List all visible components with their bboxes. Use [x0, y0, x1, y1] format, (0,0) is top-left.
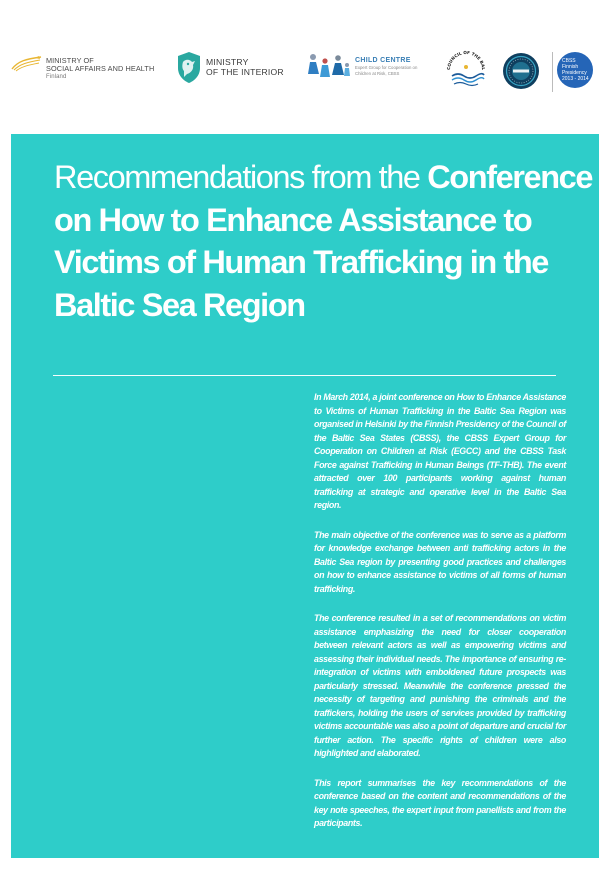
interior-wordmark: [206, 57, 284, 77]
logo-divider: [552, 52, 553, 92]
task-force-emblem-icon: [502, 52, 540, 90]
ministry-interior-logo: [176, 50, 284, 84]
child-centre-wordmark: [355, 57, 417, 76]
child-centre-name: CHILD CENTRE: [355, 56, 411, 64]
cbss-emblem-icon: [444, 50, 488, 90]
interior-line2: OF THE INTERIOR: [206, 67, 284, 77]
child-centre-line2: Children at Risk, CBSS: [355, 70, 400, 76]
presidency-line3: Presidency: [562, 70, 587, 76]
stm-line1: MINISTRY OF: [46, 56, 94, 65]
presidency-line2: Finnish: [562, 64, 579, 70]
cover-panel: [11, 134, 599, 858]
cbss-logo: [444, 50, 488, 90]
child-centre-line1: Expert Group for Cooperation on: [355, 64, 418, 70]
task-force-thb-logo: [502, 52, 540, 90]
logo-strip: [0, 0, 613, 120]
swan-icon: [10, 55, 44, 73]
ministry-social-affairs-logo: [10, 47, 154, 81]
summary-paragraph-2: The main objective of the conference was to serve as a platform for knowledge exchange between anti trafficking actors in the Baltic Sea region by presenting good practices and challenges on how to enhance assistance to victims of all forms of human trafficking.: [314, 529, 566, 594]
presidency-badge: [557, 52, 593, 88]
summary-paragraph-1: In March 2014, a joint conference on How to Enhance Assistance to Victims of Human Trafficking in the Baltic Sea Region was organised in Helsinki by the Finnish Presidency of the Council of the Baltic Sea States (CBSS), the CBSS Expert Group for Cooperation on Children at Risk (EGCC) and the CBSS Task Force against Trafficking in Human Beings (TF-THB). The event attracted over 100 participants working against human trafficking at strategic and operative level in the Baltic Sea region.: [314, 392, 566, 510]
lion-crest-icon: [176, 50, 202, 84]
summary-text: [314, 391, 566, 847]
title-divider: [53, 375, 556, 376]
presidency-line4: 2013 - 2014: [562, 76, 589, 82]
interior-line1: MINISTRY: [206, 57, 249, 67]
children-figures-icon: [307, 52, 351, 80]
presidency-line1: CBSS: [562, 58, 576, 64]
report-title: [54, 156, 599, 326]
title-bold-part: Conference on How to Enhance Assistance to Victims of Human Trafficking in the Baltic Sea Region: [54, 159, 593, 323]
stm-line2: SOCIAL AFFAIRS AND HEALTH: [46, 64, 155, 73]
finnish-presidency-logo: [557, 52, 593, 88]
stm-line3: Finland: [46, 74, 67, 80]
title-light-part: Recommendations from the: [54, 159, 428, 195]
stm-wordmark: [46, 57, 154, 81]
summary-paragraph-4: This report summarises the key recommendations of the conference based on the content and recommendations of the key note speeches, the expert input from panellists and from the participants.: [314, 777, 566, 828]
summary-paragraph-3: The conference resulted in a set of recommendations on victim assistance emphasizing the need for closer cooperation between relevant actors as well as empowering victims and assessing their individual needs. The importance of ensuring re-integration of victims with emboldened future prospects was particularly stressed. Meanwhile the conference pressed the necessity of targeting and punishing the criminals and the traffickers, holding the users of services provided by trafficking victims accountable was also a point of departure and crucial for further action. The specific rights of children were also highlighted and elaborated.: [314, 613, 566, 758]
cbss-arc-text: COUNCIL OF THE BAL: [445, 50, 487, 71]
child-centre-logo: [307, 52, 417, 80]
